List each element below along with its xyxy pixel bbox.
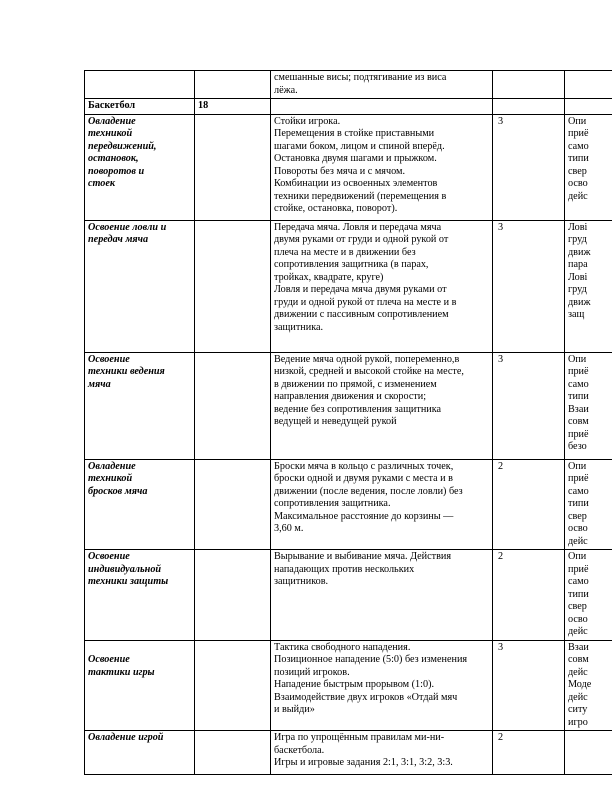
topic-line: Освоение: [88, 353, 130, 365]
content-line: движении (после ведения, после ловли) без: [274, 485, 463, 497]
topic-line: Овладение игрой: [88, 732, 164, 743]
activity-line: свер: [568, 165, 587, 177]
num-cell: [493, 731, 565, 775]
activity-cell: [565, 71, 612, 99]
content-line: движении с пассивным сопротивлением: [274, 309, 449, 320]
activity-line: само: [568, 378, 589, 390]
content-line: направления движения и скорости;: [274, 391, 427, 402]
content-line: 3,60 м.: [274, 523, 304, 534]
topic-line: [88, 642, 191, 655]
topic-line: Освоение ловли и: [88, 221, 167, 233]
lesson-count: 2: [498, 460, 504, 472]
topic-cell: [85, 640, 195, 731]
content-line: ведение без сопротивления защитника: [274, 403, 442, 415]
topic-line: передвижений,: [88, 140, 157, 152]
content-line: Нападение быстрым прорывом (1:0).: [274, 679, 435, 690]
activity-line: осво: [568, 613, 588, 625]
topic-line: стоек: [88, 178, 116, 189]
lesson-count: 3: [498, 641, 504, 653]
topic-line: Овладение: [88, 115, 136, 127]
content-line: Взаимодействие двух игроков «Отдай мяч: [274, 691, 458, 703]
content-line: Игра по упрощённым правилам ми-ни-: [274, 732, 445, 743]
content-cell: [271, 114, 493, 220]
content-line: Повороты без мяча и с мячом.: [274, 165, 405, 177]
table-row-top: [85, 71, 612, 99]
activity-line: Взаи: [568, 403, 589, 415]
topic-line: Освоение: [88, 551, 130, 562]
topic-line: Освоение: [88, 654, 130, 665]
activity-line: груд: [568, 234, 587, 245]
content-line: баскетбола.: [274, 744, 325, 756]
activity-line: типи: [568, 588, 589, 600]
activity-cell: [565, 220, 612, 352]
content-cell: [271, 220, 493, 352]
content-line: двумя руками от груди и одной рукой от: [274, 234, 449, 245]
topic-line: передач мяча: [88, 234, 149, 245]
topic-cell: [85, 352, 195, 459]
content-line: Комбинации из освоенных элементов: [274, 178, 438, 189]
content-line: низкой, средней и высокой стойке на месте,: [274, 366, 464, 377]
hours-cell: [195, 352, 271, 459]
lesson-count: 3: [498, 115, 504, 127]
table-row: [85, 550, 612, 641]
content-line: техники передвижений (перемещения в: [274, 190, 447, 202]
table-row: [85, 220, 612, 352]
activity-line: приё: [568, 473, 589, 484]
content-line: Ведение мяча одной рукой, попеременно,в: [274, 353, 460, 365]
table-row: [85, 352, 612, 459]
content-line: ведущей и неведущей рукой: [274, 416, 397, 427]
table-row: [85, 459, 612, 550]
content-line: Ловля и передача мяча двумя руками от: [274, 284, 447, 295]
topic-line: техники защиты: [88, 576, 169, 587]
topic-line: техники ведения: [88, 366, 165, 377]
activity-line: совм: [568, 416, 589, 427]
activity-cell: [565, 99, 612, 115]
activity-line: ситу: [568, 704, 588, 715]
activity-line: Опи: [568, 353, 587, 365]
hours-cell: [195, 459, 271, 550]
content-cell: [271, 550, 493, 641]
activity-line: типи: [568, 498, 589, 509]
lesson-count: 3: [498, 353, 504, 365]
content-line: позиций игроков.: [274, 666, 350, 678]
content-line: Стойки игрока.: [274, 115, 341, 127]
section-title: Баскетбол: [85, 99, 195, 115]
curriculum-table: [84, 70, 612, 775]
activity-line: типи: [568, 391, 589, 402]
content-line: Вырывание и выбивание мяча. Действия: [274, 551, 452, 562]
activity-line: груд: [568, 284, 587, 295]
content-line: Броски мяча в кольцо с различных точек,: [274, 460, 454, 472]
content-line: Игры и игровые задания 2:1, 3:1, 3:2, 3:3.: [274, 757, 453, 768]
activity-cell: [565, 640, 612, 731]
hours-cell: [195, 731, 271, 775]
activity-line: Опи: [568, 551, 587, 562]
table-row: [85, 640, 612, 731]
activity-line: пара: [568, 259, 588, 270]
topic-cell: [85, 731, 195, 775]
topic-cell: [85, 71, 195, 99]
hours-cell: [195, 550, 271, 641]
content-line: смешанные висы; подтягивание из виса: [274, 72, 447, 83]
lesson-count: 3: [498, 221, 504, 233]
section-header-row: [85, 99, 612, 115]
activity-line: приё: [568, 563, 589, 575]
content-line: шагами боком, лицом и спиной вперёд.: [274, 140, 445, 152]
content-line: и выйди»: [274, 704, 315, 715]
topic-line: бросков мяча: [88, 485, 148, 497]
topic-line: остановок,: [88, 153, 139, 164]
lesson-count: 2: [498, 732, 504, 743]
content-line: Тактика свободного нападения.: [274, 641, 411, 653]
hours-cell: [195, 71, 271, 99]
activity-line: приё: [568, 428, 589, 440]
content-line: Перемещения в стойке приставными: [274, 128, 435, 139]
num-cell: [493, 550, 565, 641]
activity-line: само: [568, 576, 589, 587]
activity-line: свер: [568, 510, 587, 522]
activity-line: движ: [568, 296, 591, 308]
activity-line: Моде: [568, 679, 592, 690]
content-line: в движении по прямой, с изменением: [274, 378, 437, 390]
topic-line: поворотов и: [88, 165, 145, 177]
activity-line: движ: [568, 246, 591, 258]
content-line: нападающих против нескольких: [274, 563, 415, 575]
activity-line: Лові: [568, 221, 588, 233]
content-line: Передача мяча. Ловля и передача мяча: [274, 221, 442, 233]
content-line: защитников.: [274, 576, 329, 587]
content-line: лёжа.: [274, 84, 298, 96]
activity-line: типи: [568, 153, 589, 164]
content-cell: [271, 731, 493, 775]
activity-line: приё: [568, 128, 589, 139]
topic-cell: [85, 459, 195, 550]
topic-line: тактики игры: [88, 666, 155, 678]
activity-line: защ: [568, 309, 585, 320]
topic-line: индивидуальной: [88, 563, 162, 575]
content-line: Остановка двумя шагами и прыжком.: [274, 153, 437, 164]
activity-line: дейс: [568, 535, 588, 547]
activity-line: совм: [568, 654, 589, 665]
content-line: Позиционное нападение (5:0) без изменения: [274, 654, 468, 665]
num-cell: [493, 352, 565, 459]
content-line: броски одной и двумя руками с места и в: [274, 473, 453, 484]
content-line: груди и одной рукой от плеча на месте и в: [274, 296, 457, 308]
content-cell: [271, 352, 493, 459]
activity-line: осво: [568, 178, 588, 189]
section-hours: 18: [195, 99, 271, 115]
num-cell: [493, 459, 565, 550]
content-cell: [271, 640, 493, 731]
activity-line: Опи: [568, 115, 587, 127]
activity-line: осво: [568, 523, 588, 534]
hours-cell: [195, 114, 271, 220]
content-cell: [271, 99, 493, 115]
num-cell: [493, 114, 565, 220]
topic-line: техникой: [88, 473, 133, 484]
num-cell: [493, 640, 565, 731]
content-cell: [271, 459, 493, 550]
activity-line: дейс: [568, 666, 588, 678]
content-line: сопротивления защитника.: [274, 498, 391, 509]
activity-cell: [565, 550, 612, 641]
activity-cell: [565, 731, 612, 775]
topic-cell: [85, 220, 195, 352]
num-cell: [493, 71, 565, 99]
num-cell: [493, 220, 565, 352]
topic-line: техникой: [88, 128, 133, 139]
table-row: [85, 114, 612, 220]
hours-cell: [195, 640, 271, 731]
topic-cell: [85, 114, 195, 220]
table-row: [85, 731, 612, 775]
hours-cell: [195, 220, 271, 352]
activity-line: безо: [568, 441, 587, 452]
activity-line: Взаи: [568, 641, 589, 653]
activity-line: дейс: [568, 691, 588, 703]
activity-line: дейс: [568, 190, 588, 202]
activity-line: дейс: [568, 626, 588, 637]
content-line: стойке, остановка, поворот).: [274, 203, 398, 214]
activity-line: само: [568, 485, 589, 497]
activity-cell: [565, 352, 612, 459]
num-cell: [493, 99, 565, 115]
topic-line: мяча: [88, 378, 111, 390]
activity-line: приё: [568, 366, 589, 377]
content-line: сопротивления защитника (в парах,: [274, 259, 429, 270]
content-line: плеча на месте и в движении без: [274, 246, 416, 258]
content-cell: [271, 71, 493, 99]
activity-cell: [565, 459, 612, 550]
activity-line: игро: [568, 716, 588, 728]
activity-line: свер: [568, 601, 587, 612]
activity-cell: [565, 114, 612, 220]
topic-line: Овладение: [88, 460, 136, 472]
topic-cell: [85, 550, 195, 641]
lesson-count: 2: [498, 551, 504, 562]
content-line: защитника.: [274, 321, 324, 333]
content-line: Максимальное расстояние до корзины —: [274, 510, 454, 522]
activity-line: Опи: [568, 460, 587, 472]
content-line: тройках, квадрате, круге): [274, 271, 384, 283]
activity-line: Лові: [568, 271, 588, 283]
activity-line: само: [568, 140, 589, 152]
